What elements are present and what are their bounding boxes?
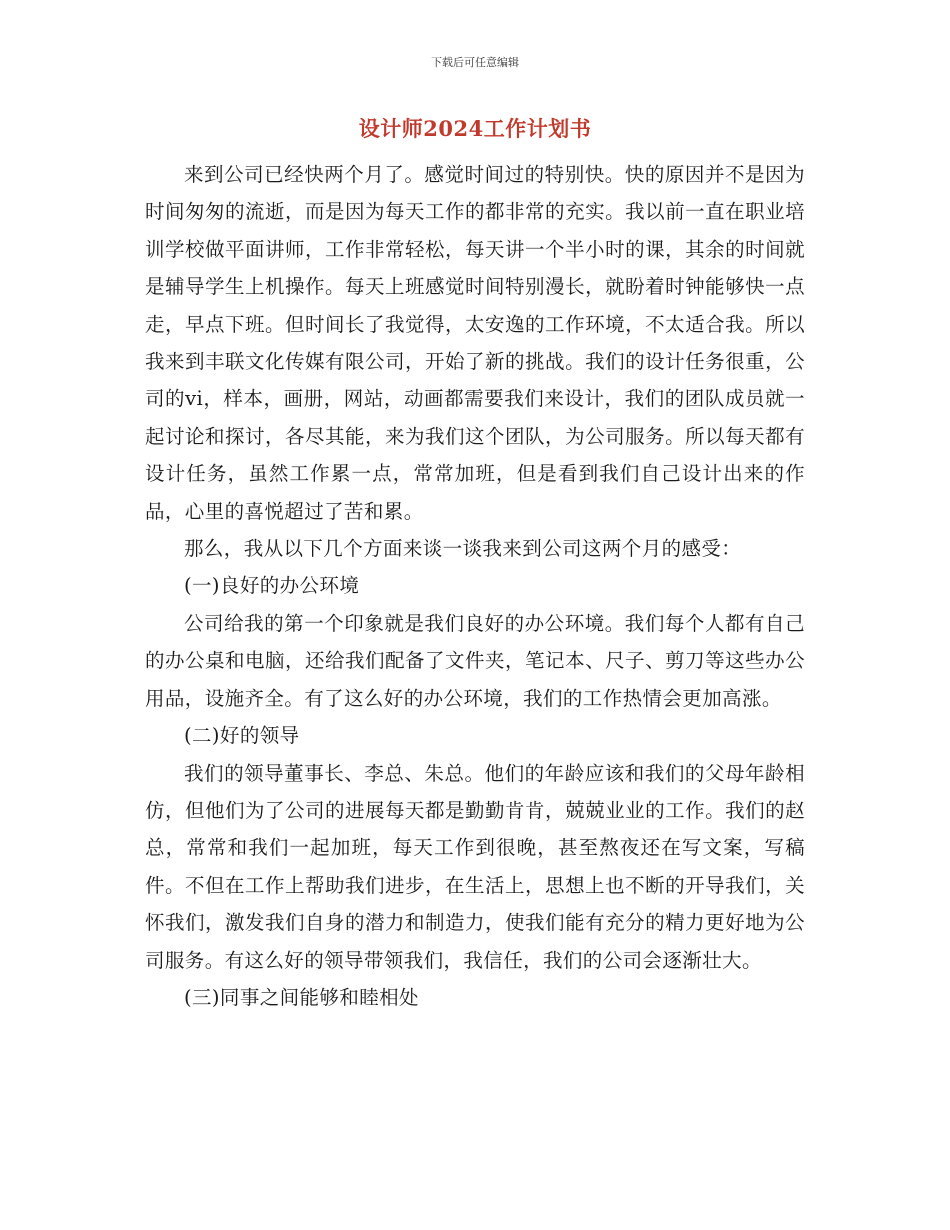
- section-heading-leadership: (二)好的领导: [184, 724, 300, 748]
- paragraph-intro: 来到公司已经快两个月了。感觉时间过的特别快。快的原因并不是因为时间匆匆的流逝，而是因为每天工作的都非常的充实。我以前一直在职业培训学校做平面讲师，工作非常轻松，每天讲一个半小时的课，其余的时间就是辅导学生上机操作。每天上班感觉时间特别漫长，就盼着时钟能够快一点走，早点下班。但时间长了我觉得，太安逸的工作环境，不太适合我。所以我来到丰联文化传媒有限公司，开始了新的挑战。我们的设计任务很重，公司的vi，样本，画册，网站，动画都需要我们来设计，我们的团队成员就一起讨论和探讨，各尽其能，来为我们这个团队，为公司服务。所以每天都有设计任务，虽然工作累一点，常常加班，但是看到我们自己设计出来的作品，心里的喜悦超过了苦和累。: [145, 163, 805, 523]
- paragraph-environment: 公司给我的第一个印象就是我们良好的办公环境。我们每个人都有自己的办公桌和电脑，还给我们配备了文件夹，笔记本、尺子、剪刀等这些办公用品，设施齐全。有了这么好的办公环境，我们的工作热情会更加高涨。: [145, 611, 805, 710]
- document-title: 设计师2024工作计划书: [358, 116, 592, 141]
- section-heading-environment: (一)良好的办公环境: [184, 574, 360, 598]
- header-note: 下载后可任意编辑: [431, 56, 519, 69]
- document-body: [145, 156, 805, 1016]
- paragraph-leadership: 我们的领导董事长、李总、朱总。他们的年龄应该和我们的父母年龄相仿，但他们为了公司的进展每天都是勤勤肯肯，兢兢业业的工作。我们的赵总，常常和我们一起加班，每天工作到很晚，甚至熬夜还在写文案，写稿件。不但在工作上帮助我们进步，在生活上，思想上也不断的开导我们，关怀我们，激发我们自身的潜力和制造力，使我们能有充分的精力更好地为公司服务。有这么好的领导带领我们，我信任，我们的公司会逐渐壮大。: [145, 761, 805, 972]
- section-heading-colleagues: (三)同事之间能够和睦相处: [184, 985, 419, 1009]
- paragraph-overview: 那么，我从以下几个方面来谈一谈我来到公司这两个月的感受：: [184, 537, 742, 561]
